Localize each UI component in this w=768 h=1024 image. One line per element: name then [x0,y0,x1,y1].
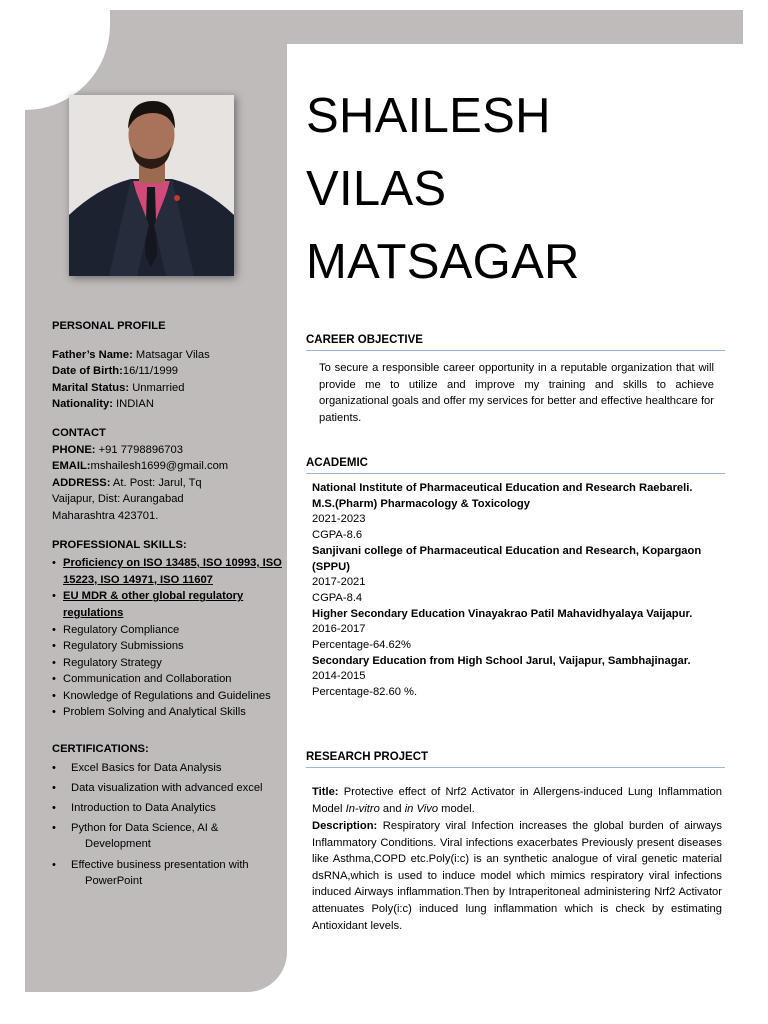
cert-label-cont: PowerPoint [85,874,143,887]
cert-label-cont: Development [85,838,151,851]
profile-photo [69,95,234,276]
marital-label: Marital Status: [52,381,130,394]
address [52,475,282,492]
list-item [52,780,282,796]
person-avatar-icon [69,95,234,276]
cert-label: Effective business presentation with [71,858,249,871]
certifications-heading: CERTIFICATIONS: [52,743,149,756]
research-title-end: model. [438,802,475,815]
list-item [52,760,282,776]
cert-label: Excel Basics for Data Analysis [71,761,222,774]
cert-label: Introduction to Data Analytics [71,802,216,815]
certifications-list [52,760,282,889]
academic-line: National Institute of Pharmaceutical Education and Research Raebareli. [312,482,693,494]
list-item: • Knowledge of Regulations and Guidelines [52,688,282,705]
marital-status [52,380,282,397]
academic-line: CGPA-8.4 [312,591,363,604]
address-line-1: At. Post: Jarul, Tq [110,476,202,489]
academic-line: Sanjivani college of Pharmaceutical Education and Research, Kopargaon [312,544,702,557]
email-value: mshailesh1699@gmail.com [90,460,229,473]
research-heading: RESEARCH PROJECT [306,751,429,763]
list-item: • Regulatory Submissions [52,638,282,655]
research-desc-label: Description: [312,820,378,832]
address-line-3: Maharashtra 423701. [52,509,159,522]
list-item: • Regulatory Strategy [52,655,282,672]
candidate-name [306,80,580,299]
father-name [52,347,282,364]
list-item [52,820,282,852]
research-title-in-vivo: in Vivo [404,802,439,815]
father-value: Matsagar Vilas [132,348,210,361]
contact-heading: CONTACT [52,426,106,439]
academic-line: Percentage-64.62% [312,639,411,652]
cert-label: Python for Data Science, AI & [71,822,219,835]
research-title-and: and [379,802,405,815]
skill-label: Proficiency on ISO 13485, ISO 10993, ISO 15223, ISO 14971, ISO 11607 [63,557,282,586]
list-item [52,857,282,889]
skills-heading: PROFESSIONAL SKILLS: [52,538,187,551]
academic-line: 2021-2023 [312,513,366,526]
name-line-1: SHAILESH [306,89,551,143]
name-line-2: VILAS [306,162,447,216]
list-item: • Communication and Collaboration [52,671,282,688]
research-title-in-vitro: In-vitro [345,802,380,815]
skills-list [52,555,282,721]
list-item: • Regulatory Compliance [52,622,282,639]
research-title [312,784,722,817]
list-item [52,555,282,588]
research-title-label: Title: [312,786,339,798]
academic-line: Higher Secondary Education Vinayakrao Patil Mahavidhyalaya Vaijapur. [312,607,693,620]
phone-label: PHONE: [52,443,96,456]
divider [306,767,725,768]
academic-line: M.S.(Pharm) Pharmacology & Toxicology [312,497,530,510]
research-description [312,818,722,934]
list-item: • Problem Solving and Analytical Skills [52,704,282,721]
academic-line: 2016-2017 [312,623,366,636]
address-line-2: Vaijapur, Dist: Aurangabad [52,493,184,506]
name-line-3: MATSAGAR [306,235,580,289]
address-label: ADDRESS: [52,476,111,489]
research-title-text: Protective effect of Nrf2 Activator in Allergens-induced Lung Inflammation Model [312,786,722,815]
phone-value: +91 7798896703 [95,443,183,456]
panel-bottom-curve [207,912,287,992]
phone [52,442,282,459]
skill-label: EU MDR & other global regulatory regulations [63,590,244,619]
academic-line: (SPPU) [312,560,350,573]
nationality [52,396,282,413]
email [52,458,282,475]
divider [306,473,725,474]
email-label: EMAIL: [52,460,91,473]
academic-line: Percentage-82.60 %. [312,686,418,699]
nationality-value: INDIAN [112,398,154,411]
list-item [52,588,282,621]
cert-label: Data visualization with advanced excel [71,781,263,794]
research-desc-text: Respiratory viral Infection increases the global burden of airways Inflammatory Conditions. Viral infections exacerbates Previously present diseases like Asthma,COPD etc.Poly(i:c) is an synthetic analogue of viral genetic material dsRNA,which is used to induce model which mimics respiratory viral infections induced Airways inflammation.Then by Intraperitoneal administering Nrf2 Activator attenuates Poly(i:c) induced lung inflammation which is check by estimating Antioxidant levels. [312,820,722,932]
academic-line: 2017-2021 [312,576,366,589]
academic-line: Secondary Education from High School Jarul, Vaijapur, Sambhajinagar. [312,654,691,667]
marital-value: Unmarried [129,381,185,394]
academic-line: 2014-2015 [312,670,366,683]
academic-heading: ACADEMIC [306,457,368,469]
list-item [52,800,282,816]
dob-label: Date of Birth: [52,365,123,378]
academic-line: CGPA-8.6 [312,529,363,542]
career-objective-heading: CAREER OBJECTIVE [306,334,423,346]
personal-profile-heading: PERSONAL PROFILE [52,320,166,332]
career-objective-text: To secure a responsible career opportunity in a reputable organization that will provide me to utilize and improve my training and skills to achieve organizational goals and offer my services for better and effective healthcare for patients. [319,362,714,424]
father-label: Father’s Name: [52,348,133,361]
nationality-label: Nationality: [52,398,113,411]
sidebar-content [52,318,282,893]
date-of-birth [52,363,282,380]
divider [306,350,725,351]
academic-list [312,481,727,701]
header-band [25,10,743,44]
dob-value: 16/11/1999 [122,365,179,378]
